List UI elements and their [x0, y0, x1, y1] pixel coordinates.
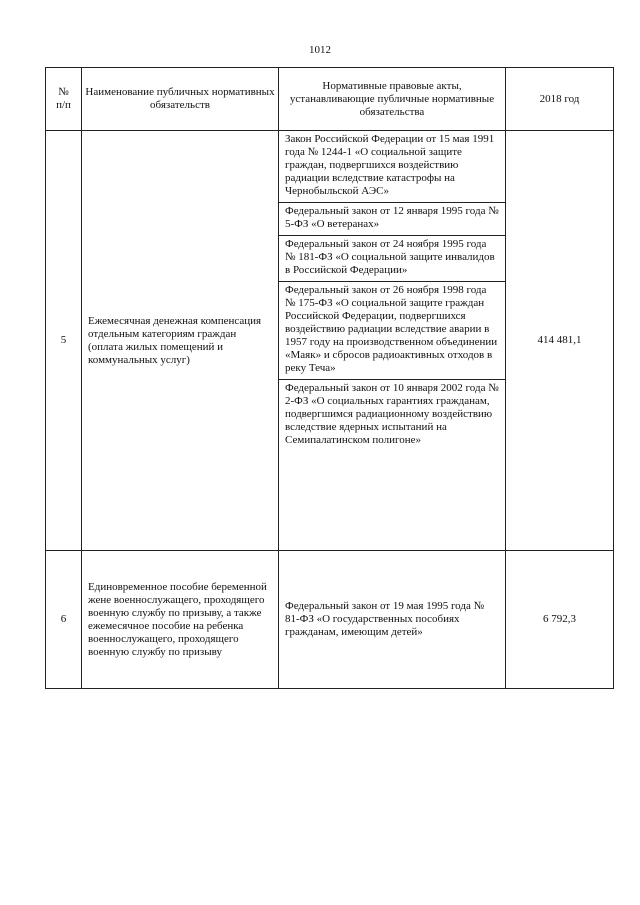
legal-act-text: Федеральный закон от 10 января 2002 года № 2-ФЗ «О социальных гарантиях гражданам, подвергшимся радиационному воздействию вследствие ядерных испытаний на Семипалатинском полигоне»	[285, 382, 499, 446]
table-header-row	[46, 68, 614, 131]
legal-act	[279, 203, 505, 236]
legal-act-text: Федеральный закон от 19 мая 1995 года № 81-ФЗ «О государственных пособиях гражданам, имеющим детей»	[285, 600, 485, 638]
header-name	[82, 68, 279, 131]
header-acts-label: Нормативные правовые акты, устанавливающие публичные нормативные обязательства	[289, 79, 495, 118]
legal-act-text: Федеральный закон от 12 января 1995 года № 5-ФЗ «О ветеранах»	[285, 205, 499, 230]
header-acts	[279, 68, 506, 131]
header-name-label: Наименование публичных нормативных обязательств	[85, 86, 275, 111]
header-number	[46, 68, 82, 131]
legal-act-text: Закон Российской Федерации от 15 мая 1991 года № 1244-1 «О социальной защите граждан, подвергшихся воздействию радиации вследствие катастрофы на Чернобыльской АЭС»	[285, 133, 495, 197]
obligation-name	[82, 131, 279, 551]
header-number-label: № п/п	[56, 86, 71, 111]
row-number: 5	[46, 131, 82, 551]
legal-act	[279, 380, 505, 451]
header-year	[506, 68, 614, 131]
legal-act-text: Федеральный закон от 26 ноября 1998 года № 175-ФЗ «О социальной защите граждан Российской Федерации, подвергшихся воздействию радиации вследствие аварии в 1957 году на производственном объединении «Маяк» и сбросов радиоактивных отходов в реку Теча»	[285, 284, 498, 374]
legal-act	[279, 282, 505, 380]
row-number: 6	[46, 551, 82, 689]
obligation-name	[82, 551, 279, 689]
table-row	[46, 131, 614, 551]
obligations-table	[45, 67, 614, 689]
legal-act	[279, 600, 505, 639]
page-number: 1012	[309, 44, 331, 56]
amount-2018: 6 792,3	[506, 551, 614, 689]
legal-acts-cell	[279, 551, 506, 689]
legal-act	[279, 236, 505, 282]
legal-acts-cell	[279, 131, 506, 551]
header-year-label: 2018 год	[539, 92, 580, 105]
table-row	[46, 551, 614, 689]
amount-2018: 414 481,1	[506, 131, 614, 551]
obligation-name-text: Ежемесячная денежная компенсация отдельным категориям граждан (оплата жилых помещений и коммунальных услуг)	[88, 314, 262, 366]
legal-act	[279, 131, 505, 203]
legal-act-text: Федеральный закон от 24 ноября 1995 года № 181-ФЗ «О социальной защите инвалидов в Российской Федерации»	[285, 238, 495, 276]
obligation-name-text: Единовременное пособие беременной жене военнослужащего, проходящего военную службу по призыву, а также ежемесячное пособие на ребенка военнослужащего, проходящего военную службу по призыву	[88, 580, 267, 658]
